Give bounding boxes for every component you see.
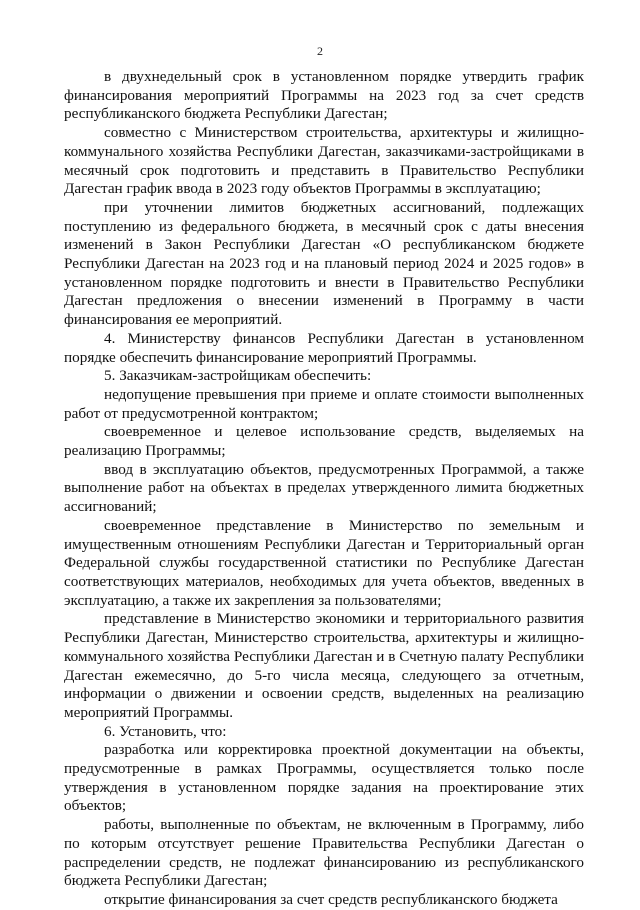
paragraph: работы, выполненные по объектам, не включенным в Программу, либо по которым отсутствует решение Правительства Республики Дагестан о распределении средств, не подлежат финансированию из республиканского бюджета Республики Дагестан; [64,816,584,890]
paragraph: своевременное и целевое использование средств, выделяемых на реализацию Программы; [64,423,584,460]
paragraph: недопущение превышения при приеме и оплате стоимости выполненных работ от предусмотренной контрактом; [64,385,584,422]
paragraph: в двухнедельный срок в установленном порядке утвердить график финансирования мероприятий Программы на 2023 год за счет средств республиканского бюджета Республики Дагестан; [64,68,584,123]
paragraph: разработка или корректировка проектной документации на объекты, предусмотренные в рамках Программы, осуществляется только после утверждения в установленном порядке задания на проектирование этих объектов; [64,741,584,815]
paragraph: представление в Министерство экономики и территориального развития Республики Дагестан, Министерство строительства, архитектуры и жилищно-коммунального хозяйства Республики Дагестан и в Счетную палату Республики Дагестан ежемесячно, до 5-го числа месяца, следующего за отчетным, информации о движении и освоении средств, выделенных на реализацию мероприятий Программы. [64,610,584,721]
paragraph: своевременное представление в Министерство по земельным и имущественным отношениям Республики Дагестан и Территориальный орган Федеральной службы государственной статистики по Республике Дагестан соответствующих материалов, необходимых для учета объектов, введенных в эксплуатацию, а также их закрепления за пользователями; [64,516,584,609]
paragraph: 4. Министерству финансов Республики Дагестан в установленном порядке обеспечить финансирование мероприятий Программы. [64,329,584,366]
paragraph: совместно с Министерством строительства, архитектуры и жилищно-коммунального хозяйства Республики Дагестан, заказчиками-застройщиками в месячный срок подготовить и представить в Правительство Республики Дагестан график ввода в 2023 году объектов Программы в эксплуатацию; [64,124,584,198]
paragraph: открытие финансирования за счет средств республиканского бюджета [104,890,558,908]
page-number: 2 [317,44,323,58]
document-body [64,68,584,910]
paragraph: 5. Заказчикам-застройщикам обеспечить: [104,367,372,385]
paragraph: ввод в эксплуатацию объектов, предусмотренных Программой, а также выполнение работ на объектах в пределах утвержденного лимита бюджетных ассигнований; [64,460,584,516]
paragraph: при уточнении лимитов бюджетных ассигнований, подлежащих поступлению из федерального бюджета, в месячный срок с даты внесения изменений в Закон Республики Дагестан «О республиканском бюджете Республики Дагестан на 2023 год и на плановый период 2024 и 2025 годов» в установленном порядке подготовить и внести в Правительство Республики Дагестан предложения о внесении изменений в Программу в части финансирования ее мероприятий. [64,198,584,329]
paragraph: 6. Установить, что: [104,722,227,740]
